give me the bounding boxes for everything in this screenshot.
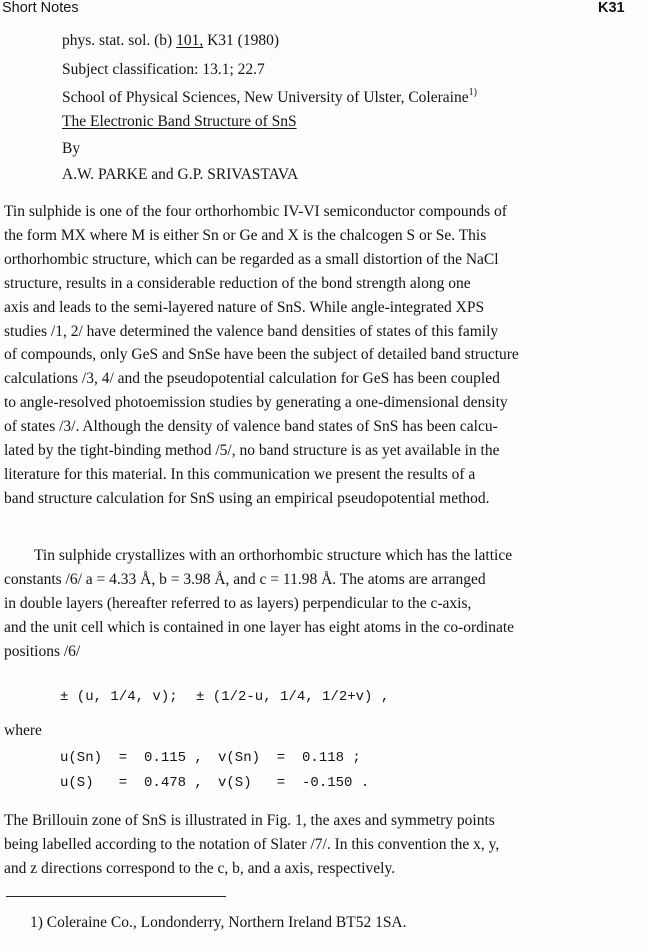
text-line: axis and leads to the semi-layered nature of SnS. While angle-integrated XPS	[4, 298, 485, 316]
running-header-left: Short Notes	[2, 0, 79, 16]
param-u-s: u(S) = 0.478 ,	[60, 775, 203, 791]
text-line: of compounds, only GeS and SnSe have been the subject of detailed band structure	[4, 346, 519, 364]
where-label: where	[4, 722, 42, 739]
text-line: literature for this material. In this communication we present the results of a	[4, 465, 476, 483]
text-line: calculations /3, 4/ and the pseudopotential calculation for GeS has been coupled	[4, 370, 500, 388]
text-line: the form MX where M is either Sn or Ge and X is the chalcogen S or Se. This	[4, 226, 487, 244]
param-v-s: v(S) = -0.150 .	[218, 775, 370, 791]
position-second: ± (1/2-u, 1/4, 1/2+v) ,	[196, 689, 390, 705]
citation-journal: phys. stat. sol. (b)	[62, 32, 173, 49]
paragraph-brillouin	[4, 809, 646, 881]
param-u-sn: u(Sn) = 0.115 ,	[60, 750, 203, 766]
footnote-divider	[6, 896, 226, 897]
citation	[62, 32, 279, 50]
text-line: of states /3/. Although the density of valence band states of SnS has been calcu-	[4, 418, 498, 436]
text-line: positions /6/	[4, 642, 81, 660]
position-first: ± (u, 1/4, v);	[60, 689, 178, 705]
text-line: lated by the tight-binding method /5/, no band structure is as yet available in the	[4, 442, 500, 460]
affiliation	[62, 87, 477, 107]
text-line: in double layers (hereafter referred to as layers) perpendicular to the c-axis,	[4, 594, 472, 612]
paragraph-structure	[4, 544, 646, 664]
text-line: orthorhombic structure, which can be regarded as a small distortion of the NaCl	[4, 250, 499, 268]
page-number: K31	[598, 0, 625, 16]
text-line: studies /1, 2/ have determined the valence band densities of states of this family	[4, 322, 499, 340]
affiliation-footnote-mark: 1)	[468, 87, 477, 98]
text-line: band structure calculation for SnS using an empirical pseudopotential method.	[4, 489, 490, 507]
text-line: to angle-resolved photoemission studies by generating a one-dimensional density	[4, 394, 508, 412]
by-line: By	[62, 140, 81, 157]
text-line: and z directions correspond to the c, b, and a axis, respectively.	[4, 859, 396, 877]
citation-pages-year: K31 (1980)	[207, 32, 279, 49]
text-line: being labelled according to the notation of Slater /7/. In this convention the x, y,	[4, 835, 500, 853]
text-line: structure, results in a considerable reduction of the bond strength along one	[4, 274, 471, 292]
text-line: and the unit cell which is contained in one layer has eight atoms in the co-ordinate	[4, 618, 515, 636]
paragraph-intro	[4, 200, 646, 511]
authors: A.W. PARKE and G.P. SRIVASTAVA	[62, 166, 299, 183]
citation-volume: 101,	[176, 32, 204, 49]
text-line: Tin sulphide is one of the four orthorhombic IV-VI semiconductor compounds of	[4, 203, 507, 220]
text-line: The Brillouin zone of SnS is illustrated in Fig. 1, the axes and symmetry points	[4, 812, 495, 829]
text-line: Tin sulphide crystallizes with an orthorhombic structure which has the lattice	[34, 547, 513, 564]
footnote: 1) Coleraine Co., Londonderry, Northern Ireland BT52 1SA.	[30, 914, 407, 931]
affiliation-text: School of Physical Sciences, New University of Ulster, Coleraine	[62, 89, 469, 106]
paper-title: The Electronic Band Structure of SnS	[62, 113, 297, 130]
param-v-sn: v(Sn) = 0.118 ;	[218, 750, 361, 766]
subject-classification: Subject classification: 13.1; 22.7	[62, 61, 265, 78]
text-line: constants /6/ a = 4.33 Å, b = 3.98 Å, and c = 11.98 Å. The atoms are arranged	[4, 570, 486, 588]
